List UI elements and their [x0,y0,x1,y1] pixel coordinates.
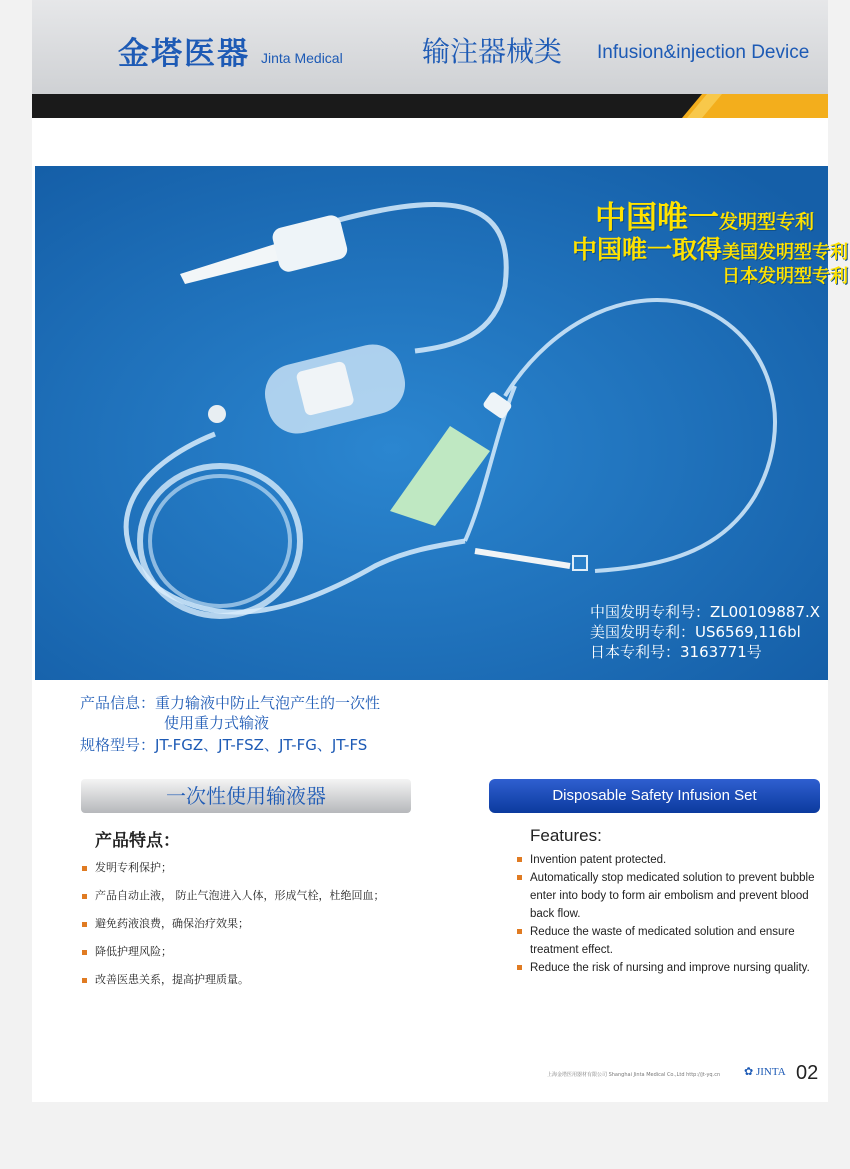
features-en-list [516,851,816,977]
brand-name-cn: 金塔医器 [118,36,250,72]
spec-label: 规格型号： [80,736,156,754]
header-gold-accent [32,94,828,118]
patent-claim-2-text: 美国发明型专利 [722,242,848,263]
product-info-text-1: 重力输液中防止气泡产生的一次性 [155,694,381,712]
product-info-text-2: 使用重力式输液 [164,714,270,732]
list-item: Automatically stop medicated solution to prevent bubble enter into body to form air embolism and prevent blood back flow. [516,869,816,923]
section-title-en: Disposable Safety Infusion Set [552,787,757,804]
list-item: Invention patent protected. [516,851,816,869]
patent-claim-3: 日本发明型专利 [722,266,848,287]
spec-line [80,734,367,755]
logo-text: JINTA [755,1066,786,1078]
list-item: 改善医患关系，提高护理质量。 [81,970,461,998]
section-title-en-bar [489,779,820,813]
product-info-label: 产品信息： [80,694,156,712]
section-title-cn-bar [81,779,411,813]
patent-number-cn: 中国发明专利号：ZL00109887.X [590,603,821,621]
list-item: 避免药液浪费，确保治疗效果； [81,914,461,942]
patent-claim-1-emphasis: 中国唯一 [594,200,719,236]
patent-claim-2 [572,230,848,266]
list-item: Reduce the risk of nursing and improve nursing quality. [516,959,816,977]
patent-number-jp: 日本专利号：3163771号 [590,643,762,661]
features-cn-list [81,858,461,998]
patent-numbers [590,602,820,662]
list-item: 降低护理风险； [81,942,461,970]
patent-number-us: 美国发明专利：US6569,116bl [590,623,801,641]
page-header [32,0,828,94]
features-en-title: Features: [530,826,602,845]
category-title-cn: 输注器械类 [422,35,563,68]
page-number: 02 [796,1062,819,1084]
patent-claim-1-text: 发明型专利 [718,211,814,233]
list-item: 产品自动止液， 防止气泡进入人体，形成气栓，杜绝回血； [81,886,461,914]
section-title-cn: 一次性使用输液器 [166,784,326,808]
catalog-page [32,0,848,1102]
footer-company: 上海金塔医用器材有限公司 Shanghai Jinta Medical Co.,Ltd http://jt-yq.cn [547,1072,721,1078]
product-photo [35,166,848,680]
brand-name-en: Jinta Medical [261,50,343,66]
list-item: 发明专利保护； [81,858,461,886]
spec-value: JT-FGZ、JT-FSZ、JT-FG、JT-FS [155,736,368,754]
product-info-line-1 [80,692,380,713]
category-title-en: Infusion&injection Device [597,42,810,63]
patent-claim-2-emphasis: 中国唯一取得 [571,235,722,264]
footer-logo [744,1065,786,1078]
list-item: Reduce the waste of medicated solution and ensure treatment effect. [516,923,816,959]
logo-mark-icon: ✿ [744,1066,754,1078]
features-cn-title: 产品特点： [95,831,180,851]
